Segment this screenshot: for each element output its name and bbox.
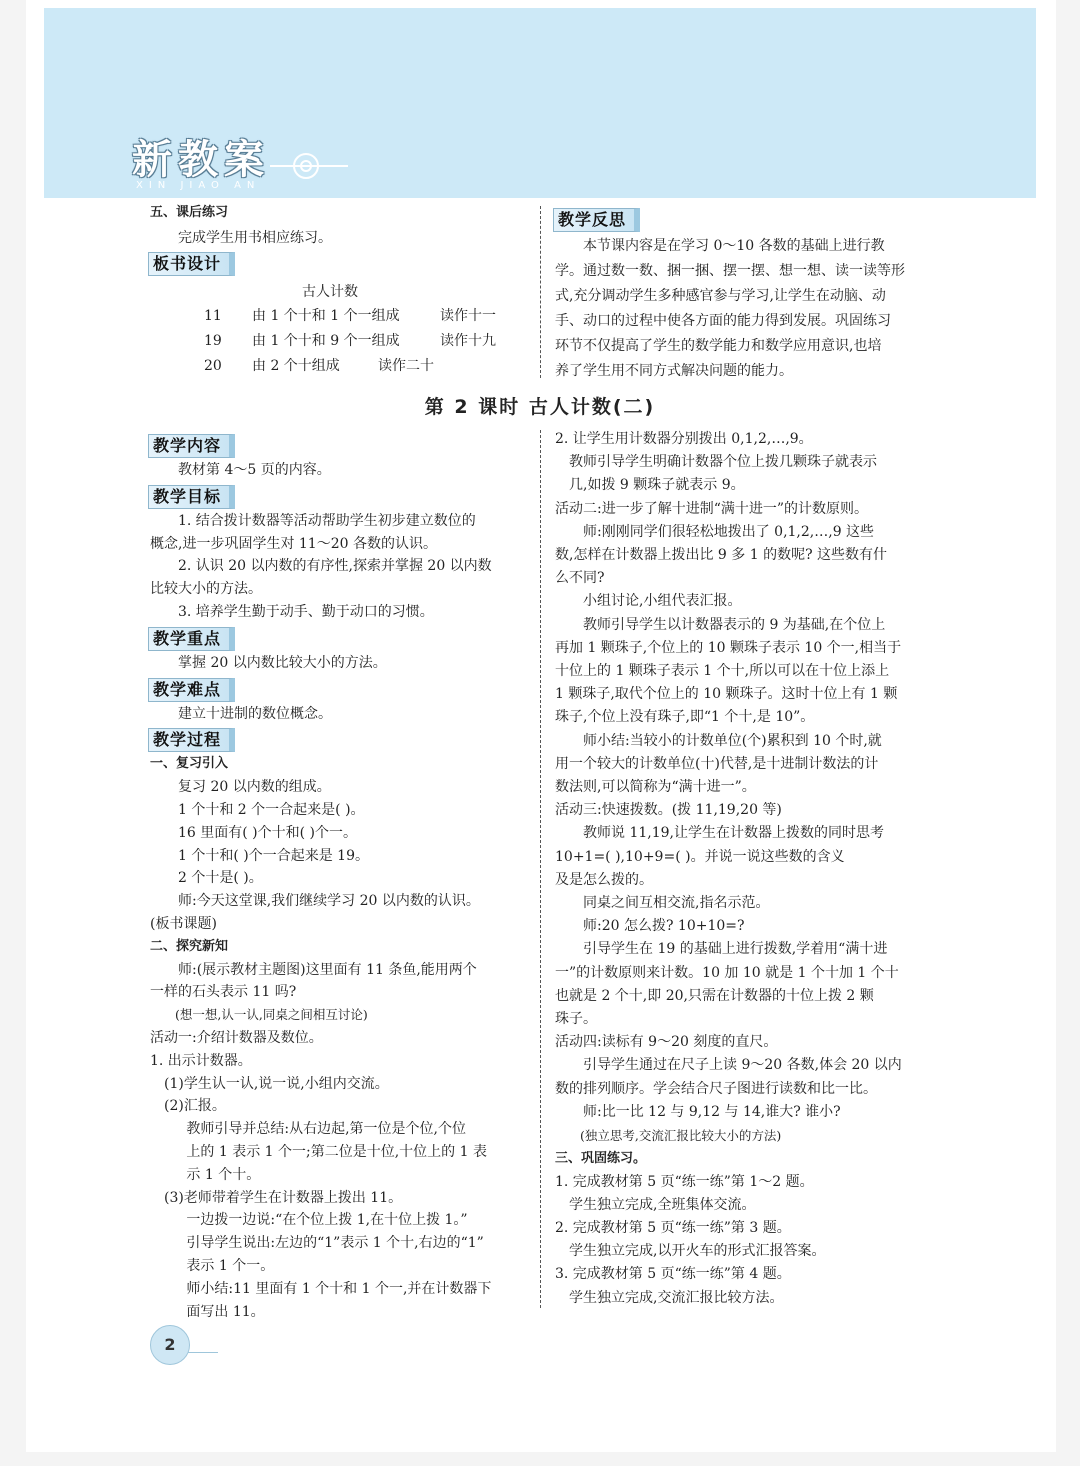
- logo-title: 新教案: [132, 136, 270, 183]
- board-desc: 由 1 个十和 9 个一组成: [252, 333, 400, 350]
- explore-line: (想一想,认一认,同桌之间相互讨论): [175, 1007, 368, 1023]
- reflection-line: 式,充分调动学生多种感官参与学习,让学生在动脑、动: [555, 288, 886, 304]
- logo-subtitle: XIN JIAO AN: [136, 180, 261, 191]
- right-line: 学生独立完成,以开火车的形式汇报答案。: [569, 1243, 826, 1260]
- right-line: 活动二:进一步了解十进制“满十进一”的计数原则。: [555, 500, 869, 517]
- right-line: 学生独立完成,交流汇报比较方法。: [569, 1289, 784, 1306]
- practice-heading: 三、巩固练习。: [555, 1151, 647, 1167]
- activity-line: (1)学生认一认,说一说,小组内交流。: [164, 1075, 389, 1092]
- review-line: 1 个十和 2 个一合起来是( )。: [178, 801, 365, 818]
- board-desc: 由 1 个十和 1 个一组成: [252, 308, 400, 325]
- right-line: 小组讨论,小组代表汇报。: [583, 593, 742, 610]
- board-read: 读作十一: [440, 308, 496, 325]
- goal-text: 1. 结合拨计数器等活动帮助学生初步建立数位的: [178, 512, 476, 529]
- board-row: [150, 330, 530, 355]
- right-line: 用一个较大的计数单位(十)代替,是十进制计数法的计: [555, 755, 879, 772]
- right-line: 一”的计数原则来计数。10 加 10 就是 1 个十加 1 个十: [555, 964, 899, 981]
- review-line: (板书课题): [150, 915, 217, 932]
- right-line: 数,怎样在计数器上拨出比 9 多 1 的数呢? 这些数有什: [555, 547, 888, 564]
- right-line: 10+1=( ),10+9=( )。并说一说这些数的含义: [555, 848, 845, 865]
- right-line: 2. 完成教材第 5 页“练一练”第 3 题。: [555, 1219, 791, 1236]
- review-heading: 一、复习引入: [150, 756, 229, 772]
- board-num: 11: [204, 308, 222, 325]
- homework-text: 完成学生用书相应练习。: [178, 229, 332, 246]
- goal-text: 概念,进一步巩固学生对 11～20 各数的认识。: [150, 535, 437, 552]
- teaching-goals-label: 教学目标: [148, 485, 235, 509]
- goal-text: 比较大小的方法。: [150, 581, 262, 598]
- review-line: 1 个十和( )个一合起来是 19。: [178, 847, 369, 864]
- right-line: 活动三:快速拨数。(拨 11,19,20 等): [555, 802, 782, 819]
- activity-line: 师小结:11 里面有 1 个十和 1 个一,并在计数器下: [186, 1280, 492, 1297]
- reflection-line: 环节不仅提高了学生的数学能力和数学应用意识,也培: [555, 338, 882, 354]
- teaching-content-label: 教学内容: [148, 434, 235, 458]
- goal-text: 2. 认识 20 以内数的有序性,探索并掌握 20 以内数: [178, 558, 492, 575]
- right-line: 十位上的 1 颗珠子表示 1 个十,所以可以在十位上添上: [555, 663, 890, 680]
- right-line: 师:20 怎么拨? 10+10=?: [583, 918, 745, 935]
- column-divider: [540, 430, 541, 1308]
- reflection-line: 养了学生用不同方式解决问题的能力。: [555, 363, 793, 379]
- reflection-line: 本节课内容是在学习 0～10 各数的基础上进行教: [583, 238, 885, 254]
- column-divider: [540, 206, 541, 378]
- top-left-column: [150, 202, 530, 380]
- board-row: [150, 305, 530, 330]
- right-line: 教师引导学生以计数器表示的 9 为基础,在个位上: [583, 616, 886, 633]
- explore-line: 一样的石头表示 11 吗?: [150, 984, 297, 1001]
- right-line: 2. 让学生用计数器分别拨出 0,1,2,…,9。: [555, 431, 813, 447]
- right-line: 数的排列顺序。学会结合尺子图进行读数和比一比。: [555, 1080, 877, 1097]
- page-number-rule: [188, 1352, 218, 1353]
- review-line: 复习 20 以内数的组成。: [178, 779, 331, 796]
- right-line: 学生独立完成,全班集体交流。: [569, 1196, 756, 1213]
- board-desc: 由 2 个十组成: [252, 358, 340, 375]
- activity-line: 教师引导并总结:从右边起,第一位是个位,个位: [186, 1121, 467, 1138]
- key-point-text: 掌握 20 以内数比较大小的方法。: [178, 654, 387, 671]
- activity-line: (3)老师带着学生在计数器上拨出 11。: [164, 1189, 403, 1206]
- explore-heading: 二、探究新知: [150, 938, 229, 954]
- review-line: 2 个十是( )。: [178, 870, 263, 887]
- right-column: [555, 428, 933, 1310]
- right-line: 教师引导学生明确计数器个位上拨几颗珠子就表示: [569, 454, 877, 471]
- reflection-label: 教学反思: [553, 208, 640, 232]
- top-right-column: [555, 206, 933, 384]
- right-line: 数法则,可以简称为“满十进一”。: [555, 779, 756, 796]
- board-read: 读作十九: [440, 333, 496, 350]
- logo-ornament-icon: [270, 150, 350, 182]
- page-number: 2: [150, 1325, 190, 1365]
- right-line: 引导学生通过在尺子上读 9～20 各数,体会 20 以内: [583, 1057, 902, 1074]
- right-line: 么不同?: [555, 570, 605, 587]
- goal-text: 3. 培养学生勤于动手、勤于动口的习惯。: [178, 603, 434, 620]
- right-line: 3. 完成教材第 5 页“练一练”第 4 题。: [555, 1266, 791, 1283]
- right-line: 1. 完成教材第 5 页“练一练”第 1～2 题。: [555, 1173, 814, 1190]
- right-line: 再加 1 颗珠子,个位上的 10 颗珠子表示 10 个一,相当于: [555, 639, 902, 656]
- activity-line: 示 1 个十。: [186, 1166, 261, 1183]
- right-line: 珠子。: [555, 1011, 597, 1028]
- activity-line: 1. 出示计数器。: [150, 1052, 252, 1069]
- right-line: 几,如拨 9 颗珠子就表示 9。: [569, 477, 745, 494]
- board-row: [150, 355, 530, 380]
- board-num: 19: [204, 333, 222, 350]
- reflection-line: 学。通过数一数、捆一捆、摆一摆、想一想、读一读等形: [555, 263, 905, 279]
- right-line: 教师说 11,19,让学生在计数器上拨数的同时思考: [583, 825, 884, 842]
- activity-line: 活动一:介绍计数器及数位。: [150, 1029, 323, 1046]
- activity-line: (2)汇报。: [164, 1098, 226, 1115]
- activity-line: 引导学生说出:左边的“1”表示 1 个十,右边的“1”: [186, 1235, 484, 1252]
- explore-line: 师:(展示教材主题图)这里面有 11 条鱼,能用两个: [178, 961, 477, 978]
- review-line: 16 里面有( )个十和( )个一。: [178, 824, 358, 841]
- right-line: 活动四:读标有 9～20 刻度的直尺。: [555, 1034, 778, 1051]
- process-label: 教学过程: [148, 728, 235, 752]
- difficulty-label: 教学难点: [148, 678, 235, 702]
- right-line: 师小结:当较小的计数单位(个)累积到 10 个时,就: [583, 732, 882, 749]
- activity-line: 上的 1 表示 1 个一;第二位是十位,十位上的 1 表: [186, 1143, 487, 1160]
- right-line: 师:刚刚同学们很轻松地拨出了 0,1,2,…,9 这些: [583, 523, 875, 540]
- board-title: 古人计数: [302, 283, 358, 300]
- right-line: 同桌之间互相交流,指名示范。: [583, 895, 770, 912]
- lesson-title: 第 2 课时 古人计数(二): [424, 396, 656, 418]
- reflection-line: 手、动口的过程中使各方面的能力得到发展。巩固练习: [555, 313, 891, 329]
- right-line: (独立思考,交流汇报比较大小的方法): [580, 1128, 782, 1144]
- right-line: 师:比一比 12 与 9,12 与 14,谁大? 谁小?: [583, 1103, 841, 1120]
- activity-line: 面写出 11。: [186, 1303, 265, 1320]
- key-point-label: 教学重点: [148, 627, 235, 651]
- board-read: 读作二十: [378, 358, 434, 375]
- left-column: [150, 432, 530, 1323]
- board-num: 20: [204, 358, 222, 375]
- board-design-label: 板书设计: [148, 252, 235, 276]
- right-line: 珠子,个位上没有珠子,即“1 个十,是 10”。: [555, 709, 815, 726]
- activity-line: 表示 1 个一。: [186, 1257, 275, 1274]
- difficulty-text: 建立十进制的数位概念。: [178, 705, 332, 722]
- right-line: 也就是 2 个十,即 20,只需在计数器的十位上拨 2 颗: [555, 987, 874, 1004]
- activity-line: 一边拨一边说:“在个位上拨 1,在十位上拨 1。”: [186, 1212, 468, 1229]
- content-text: 教材第 4～5 页的内容。: [178, 462, 331, 478]
- right-line: 及是怎么拨的。: [555, 871, 653, 888]
- review-line: 师:今天这堂课,我们继续学习 20 以内数的认识。: [178, 893, 480, 910]
- right-line: 引导学生在 19 的基础上进行拨数,学着用“满十进: [583, 941, 888, 958]
- right-line: 1 颗珠子,取代个位上的 10 颗珠子。这时十位上有 1 颗: [555, 686, 898, 703]
- homework-heading: 五、课后练习: [150, 205, 229, 220]
